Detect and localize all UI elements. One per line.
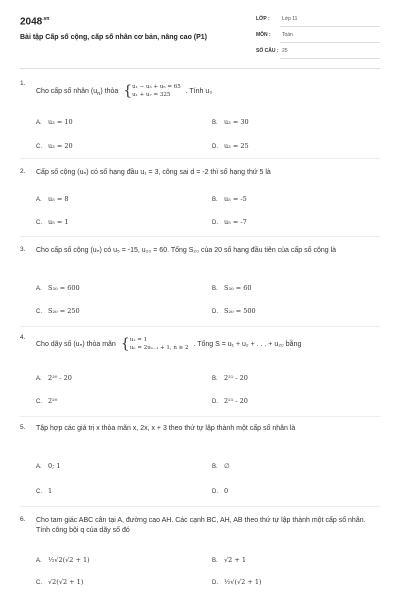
option-c[interactable] xyxy=(36,578,83,586)
option-c[interactable] xyxy=(36,142,73,150)
option-value: S₂₀ = 60 xyxy=(224,284,252,292)
equation-line: u₁ + u₇ = 325 xyxy=(132,92,171,98)
question-2 xyxy=(20,168,380,233)
meta-class-row xyxy=(256,16,380,26)
equation-system: {u₁ = 1 uₙ = 2uₙ₋₁ + 1, n ≥ 2 xyxy=(120,336,189,352)
question-text-part: Cho dãy số (uₙ) thỏa mãn xyxy=(36,340,116,348)
option-a[interactable] xyxy=(36,118,73,126)
option-value: u₃ = 30 xyxy=(224,118,249,126)
option-value: u₃ = 10 xyxy=(48,118,73,126)
question-6 xyxy=(20,516,380,596)
option-letter: B. xyxy=(212,558,218,564)
option-c[interactable] xyxy=(36,307,80,315)
equation-line: uₙ = 2uₙ₋₁ + 1, n ≥ 2 xyxy=(129,345,189,351)
option-letter: A. xyxy=(36,120,42,126)
option-d[interactable] xyxy=(212,578,262,586)
meta-underline xyxy=(280,42,380,43)
equation-system: {u₁ − u₃ + u₅ = 65 u₁ + u₇ = 325 xyxy=(123,83,181,99)
option-letter: B. xyxy=(212,286,218,292)
question-divider xyxy=(20,158,380,159)
document-header xyxy=(20,10,380,70)
question-number: 1. xyxy=(20,80,26,87)
question-4 xyxy=(20,334,380,414)
option-c[interactable] xyxy=(36,487,52,495)
question-subscript: n xyxy=(97,91,101,98)
option-a[interactable] xyxy=(36,284,80,292)
option-d[interactable] xyxy=(212,397,248,405)
option-value: u₃ = 20 xyxy=(48,142,73,150)
option-a[interactable] xyxy=(36,462,61,470)
meta-class-value: Lớp 11 xyxy=(282,16,298,22)
option-value: u₅ = 8 xyxy=(48,195,69,203)
option-value: 2²¹ - 20 xyxy=(224,397,248,405)
option-a[interactable] xyxy=(36,374,72,382)
option-letter: B. xyxy=(212,120,218,126)
option-letter: A. xyxy=(36,197,42,203)
question-divider xyxy=(20,416,380,417)
meta-underline xyxy=(280,26,380,27)
option-letter: D. xyxy=(212,220,218,226)
question-divider xyxy=(20,236,380,237)
question-5 xyxy=(20,424,380,500)
option-letter: D. xyxy=(212,489,218,495)
page-title: Bài tập Cấp số cộng, cấp số nhân cơ bản, nâng cao (P1) xyxy=(20,34,208,41)
question-text-part: ) thỏa xyxy=(100,87,119,95)
question-text: Cho tam giác ABC cân tại A, đường cao AH. Các cạnh BC, AH, AB theo thứ tự lập thành một cấp số nhân. Tính công bội q của dãy số đó xyxy=(36,517,366,534)
option-a[interactable] xyxy=(36,195,69,203)
option-value: 0 xyxy=(224,487,229,495)
option-letter: B. xyxy=(212,464,218,470)
option-letter: A. xyxy=(36,286,42,292)
option-letter: D. xyxy=(212,144,218,150)
option-c[interactable] xyxy=(36,397,57,405)
meta-count-label: SỐ CÂU : xyxy=(256,48,279,54)
meta-count-value: 25 xyxy=(282,48,288,54)
option-letter: C. xyxy=(36,489,42,495)
option-b[interactable] xyxy=(212,118,249,126)
site-logo[interactable] xyxy=(20,16,49,27)
logo-text: 2048 xyxy=(20,16,43,28)
option-value: u₅ = -5 xyxy=(224,195,247,203)
option-value: S₂₀ = 600 xyxy=(48,284,80,292)
option-value: 1 xyxy=(48,487,53,495)
option-d[interactable] xyxy=(212,218,247,226)
option-letter: B. xyxy=(212,376,218,382)
meta-class-label: LỚP : xyxy=(256,16,270,22)
question-text xyxy=(36,83,376,99)
equation-line: u₁ = 1 xyxy=(129,337,148,343)
question-text-part: . Tính u₃ xyxy=(185,87,213,95)
option-letter: A. xyxy=(36,558,42,564)
option-value: S₂₀ = 500 xyxy=(224,307,256,315)
option-letter: D. xyxy=(212,399,218,405)
question-divider xyxy=(20,506,380,507)
option-value: u₅ = -7 xyxy=(224,218,247,226)
option-letter: C. xyxy=(36,309,42,315)
question-number: 3. xyxy=(20,246,26,253)
option-letter: B. xyxy=(212,197,218,203)
meta-subject-label: MÔN : xyxy=(256,32,271,38)
meta-subject-row xyxy=(256,32,380,42)
option-b[interactable] xyxy=(212,374,248,382)
question-1 xyxy=(20,80,380,160)
option-value: u₅ = 1 xyxy=(48,218,69,226)
option-a[interactable] xyxy=(36,556,90,564)
option-b[interactable] xyxy=(212,556,246,564)
question-number: 6. xyxy=(20,516,26,523)
question-3 xyxy=(20,246,380,321)
option-value: u₃ = 25 xyxy=(224,142,249,150)
option-value: 2²⁰ - 20 xyxy=(48,374,72,382)
option-value: √2(√2 + 1) xyxy=(48,578,84,586)
equation-line: u₁ − u₃ + u₅ = 65 xyxy=(132,84,181,90)
question-text: Cấp số cộng (uₙ) có số hạng đầu u₁ = 3, công sai d = -2 thì số hạng thứ 5 là xyxy=(36,169,271,176)
option-value: S₂₀ = 250 xyxy=(48,307,80,315)
question-text: Cho cấp số cộng (uₙ) có u₅ = -15, u₂₀ = 60. Tổng S₂₀ của 20 số hạng đầu tiên của cấp số cộng là xyxy=(36,247,337,254)
option-letter: C. xyxy=(36,580,42,586)
option-value: ½√2(√2 + 1) xyxy=(48,556,90,564)
option-letter: A. xyxy=(36,464,42,470)
question-number: 2. xyxy=(20,168,26,175)
option-b[interactable] xyxy=(212,284,252,292)
option-b[interactable] xyxy=(212,195,247,203)
question-text: Tập hợp các giá trị x thỏa mãn x, 2x, x + 3 theo thứ tự lập thành một cấp số nhân là xyxy=(36,425,296,432)
question-text-part: . Tổng S = u₁ + u₂ + . . . + u₂₀ bằng xyxy=(193,340,302,348)
question-number: 5. xyxy=(20,424,26,431)
option-b[interactable] xyxy=(212,462,230,470)
option-c[interactable] xyxy=(36,218,69,226)
question-divider xyxy=(20,326,380,327)
option-value: 2²⁰ xyxy=(48,397,58,405)
option-d[interactable] xyxy=(212,307,256,315)
option-value: √2 + 1 xyxy=(224,556,246,564)
meta-count-row xyxy=(256,48,380,58)
option-letter: C. xyxy=(36,220,42,226)
option-letter: C. xyxy=(36,399,42,405)
option-value: ½√(√2 + 1) xyxy=(224,578,262,586)
logo-suffix: .vn xyxy=(42,16,50,22)
option-letter: A. xyxy=(36,376,42,382)
header-divider xyxy=(20,68,380,69)
option-letter: D. xyxy=(212,580,218,586)
question-number: 4. xyxy=(20,334,26,341)
option-letter: D. xyxy=(212,309,218,315)
option-d[interactable] xyxy=(212,142,249,150)
option-value: ∅ xyxy=(224,462,230,470)
option-value: 2²¹ - 20 xyxy=(224,374,248,382)
option-letter: C. xyxy=(36,144,42,150)
question-text-part: Cho cấp số nhân (u xyxy=(36,87,98,95)
meta-underline xyxy=(280,58,380,59)
option-d[interactable] xyxy=(212,487,228,495)
meta-subject-value: Toán xyxy=(282,32,293,38)
question-text xyxy=(36,336,376,352)
option-value: 0; 1 xyxy=(48,462,61,470)
